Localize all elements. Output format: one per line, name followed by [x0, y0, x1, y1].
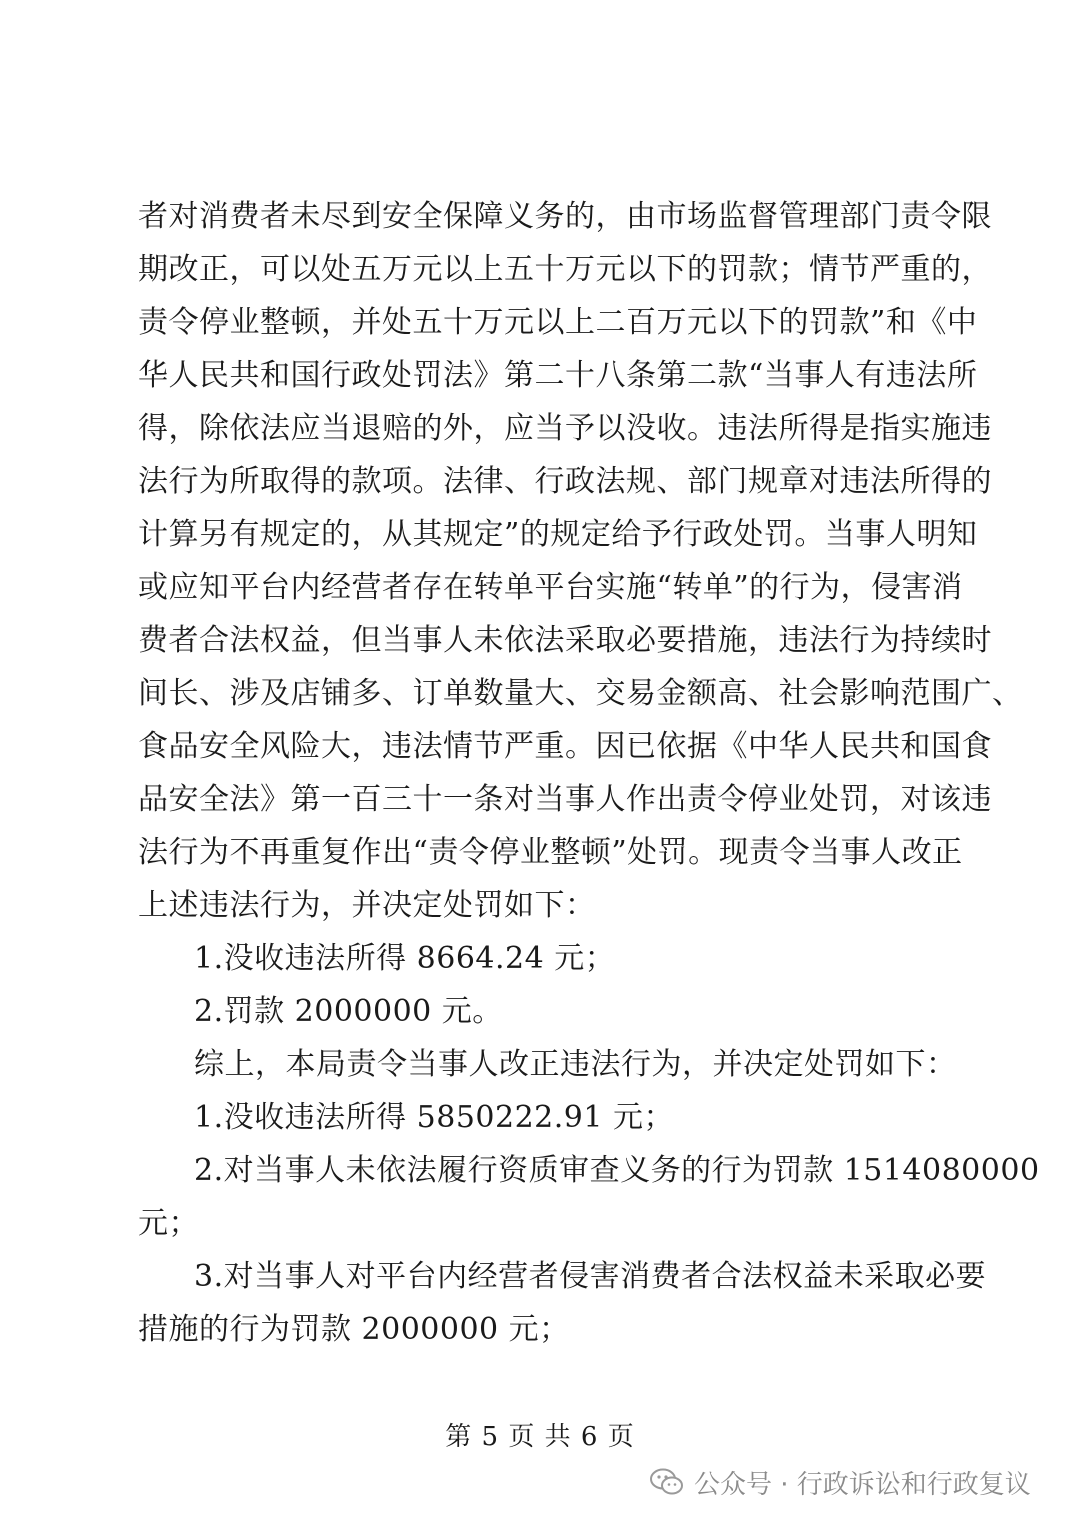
text-line: 食品安全风险大，违法情节严重。因已依据《中华人民共和国食 — [138, 729, 992, 764]
text-line: 法行为所取得的款项。法律、行政法规、部门规章对违法所得的 — [138, 464, 992, 499]
text-line: 者对消费者未尽到安全保障义务的，由市场监督管理部门责令限 — [138, 199, 992, 234]
text-line: 或应知平台内经营者存在转单平台实施“转单”的行为，侵害消 — [138, 570, 963, 605]
text-line: 综上，本局责令当事人改正违法行为，并决定处罚如下： — [194, 1047, 957, 1082]
page-number: 第 5 页 共 6 页 — [445, 1422, 635, 1452]
text-line: 责令停业整顿，并处五十万元以上二百万元以下的罚款”和《中 — [138, 305, 978, 340]
watermark-text: 公众号 · 行政诉讼和行政复议 — [694, 1469, 1031, 1500]
text-line: 上述违法行为，并决定处罚如下： — [138, 888, 596, 923]
text-line: 2.对当事人未依法履行资质审查义务的行为罚款 1514080000 — [194, 1153, 1040, 1188]
text-line: 得，除依法应当退赔的外，应当予以没收。违法所得是指实施违 — [138, 411, 992, 446]
text-line: 期改正，可以处五万元以上五十万元以下的罚款；情节严重的， — [138, 252, 992, 287]
text-line: 1.没收违法所得 5850222.91 元； — [194, 1100, 675, 1135]
text-line: 措施的行为罚款 2000000 元； — [138, 1312, 570, 1347]
text-line: 2.罚款 2000000 元。 — [194, 994, 503, 1029]
document-body — [138, 190, 1040, 1356]
text-line: 元； — [138, 1206, 199, 1241]
text-line: 3.对当事人对平台内经营者侵害消费者合法权益未采取必要 — [194, 1259, 987, 1294]
text-line: 品安全法》第一百三十一条对当事人作出责令停业处罚，对该违 — [138, 782, 992, 817]
text-line: 法行为不再重复作出“责令停业整顿”处罚。现责令当事人改正 — [138, 835, 963, 870]
text-line: 费者合法权益，但当事人未依法采取必要措施，违法行为持续时 — [138, 623, 992, 658]
text-line: 间长、涉及店铺多、订单数量大、交易金额高、社会影响范围广、 — [138, 676, 1023, 711]
wechat-watermark — [650, 1460, 1031, 1504]
wechat-icon — [650, 1468, 684, 1496]
text-line: 计算另有规定的，从其规定”的规定给予行政处罚。当事人明知 — [138, 517, 978, 552]
text-line: 华人民共和国行政处罚法》第二十八条第二款“当事人有违法所 — [138, 358, 978, 393]
text-line: 1.没收违法所得 8664.24 元； — [194, 941, 616, 976]
